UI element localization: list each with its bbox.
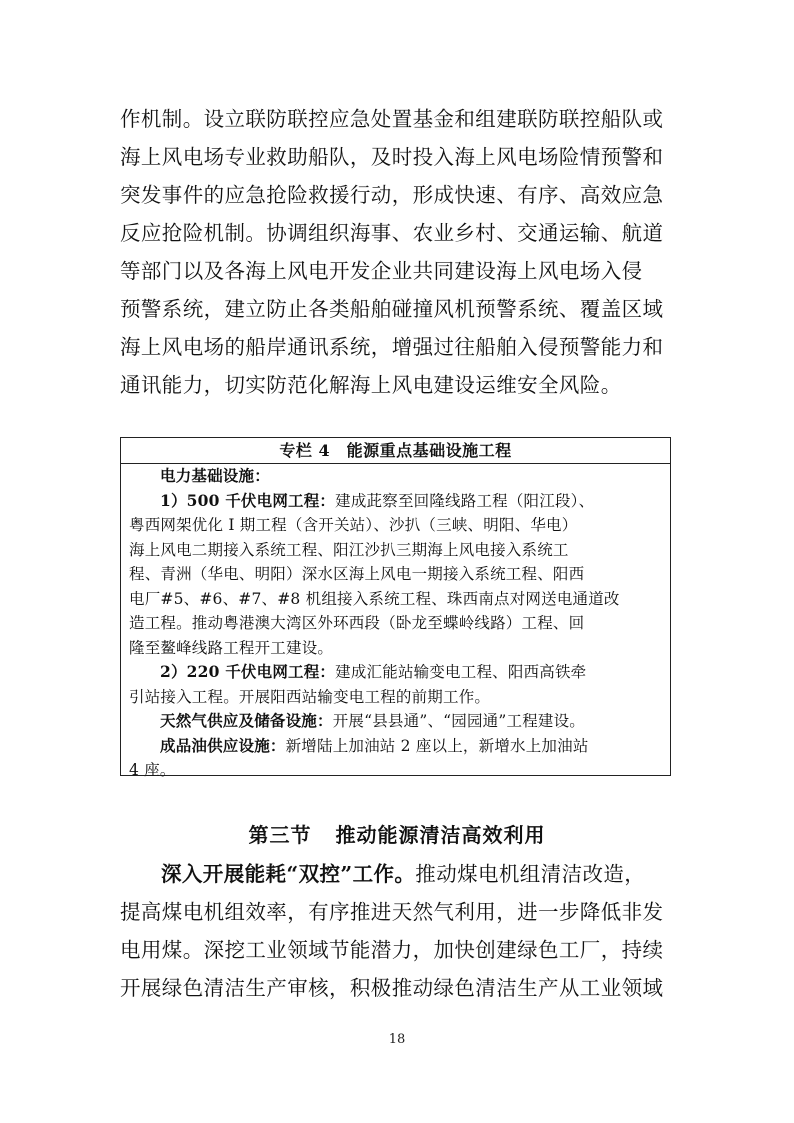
top-paragraph xyxy=(120,100,680,404)
text-line: 等部门以及各海上风电开发企业共同建设海上风电场入侵 xyxy=(120,259,643,283)
item-oil xyxy=(129,734,662,759)
text-line: 突发事件的应急抢险救援行动，形成快速、有序、高效应急 xyxy=(120,183,664,207)
item-text: 建成茈察至回隆线路工程（阳江段）、 xyxy=(335,491,595,510)
text-line: 电厂#5、#6、#7、#8 机组接入系统工程、珠西南点对网送电通道改 xyxy=(129,589,620,608)
text-line: 提高煤电机组效率，有序推进天然气利用，进一步降低非发 xyxy=(120,900,664,924)
item-label: 2）220 千伏电网工程： xyxy=(160,662,336,681)
page-number: 18 xyxy=(388,1032,406,1047)
item-500kv xyxy=(129,489,662,514)
text-line: 海上风电场的船岸通讯系统，增强过往船舶入侵预警能力和 xyxy=(120,335,664,359)
item-text: 开展“县县通”、“园园通”工程建设。 xyxy=(332,712,586,730)
text-line: 电用煤。深挖工业领域节能潜力，加快创建绿色工厂，持续 xyxy=(120,938,664,962)
section-number: 第三节 xyxy=(248,823,312,847)
item-gas xyxy=(129,709,662,734)
text-line: 作机制。设立联防联控应急处置基金和组建联防联控船队或 xyxy=(120,107,664,131)
column-box xyxy=(120,437,671,779)
box-title: 专栏 4 能源重点基础设施工程 xyxy=(121,438,670,464)
text-line: 隆至鳌峰线路工程开工建设。 xyxy=(129,638,334,657)
bottom-paragraph xyxy=(120,855,680,1007)
text-line: 粤西网架优化 I 期工程（含开关站）、沙扒（三峡、明阳、华电） xyxy=(129,516,578,534)
text-line: 4 座。 xyxy=(129,761,176,779)
text-line: 海上风电场专业救助船队，及时投入海上风电场险情预警和 xyxy=(120,145,664,169)
text-line: 开展绿色清洁生产审核，积极推动绿色清洁生产从工业领域 xyxy=(120,976,664,1000)
text-line: 海上风电二期接入系统工程、阳江沙扒三期海上风电接入系统工 xyxy=(129,540,569,559)
item-label: 成品油供应设施： xyxy=(160,735,286,755)
text-line: 通讯能力，切实防范化解海上风电建设运维安全风险。 xyxy=(120,373,622,397)
item-text: 建成汇能站输变电工程、阳西高铁牵 xyxy=(335,663,587,681)
text-line: 预警系统，建立防止各类船舶碰撞风机预警系统、覆盖区域 xyxy=(120,297,664,321)
item-text: 新增陆上加油站 2 座以上，新增水上加油站 xyxy=(285,736,589,755)
box-body xyxy=(121,464,670,783)
item-label: 天然气供应及储备设施： xyxy=(160,711,333,730)
section-heading xyxy=(0,819,794,848)
lead-sentence: 深入开展能耗“双控”工作。 xyxy=(161,862,416,886)
text-rest: 推动煤电机组清洁改造， xyxy=(415,862,646,886)
item-220kv xyxy=(129,660,662,685)
section-title: 推动能源清洁高效利用 xyxy=(335,823,546,847)
section-heading-power: 电力基础设施： xyxy=(160,466,270,485)
text-line: 造工程。推动粤港澳大湾区外环西段（卧龙至蝶岭线路）工程、回 xyxy=(129,614,585,632)
text-line: 程、青洲（华电、明阳）深水区海上风电一期接入系统工程、阳西 xyxy=(129,565,585,583)
item-label: 1）500 千伏电网工程： xyxy=(160,490,336,510)
text-line: 引站接入工程。开展阳西站输变电工程的前期工作。 xyxy=(129,687,491,706)
text-line xyxy=(120,855,680,893)
text-line: 反应抢险机制。协调组织海事、农业乡村、交通运输、航道 xyxy=(120,221,664,245)
